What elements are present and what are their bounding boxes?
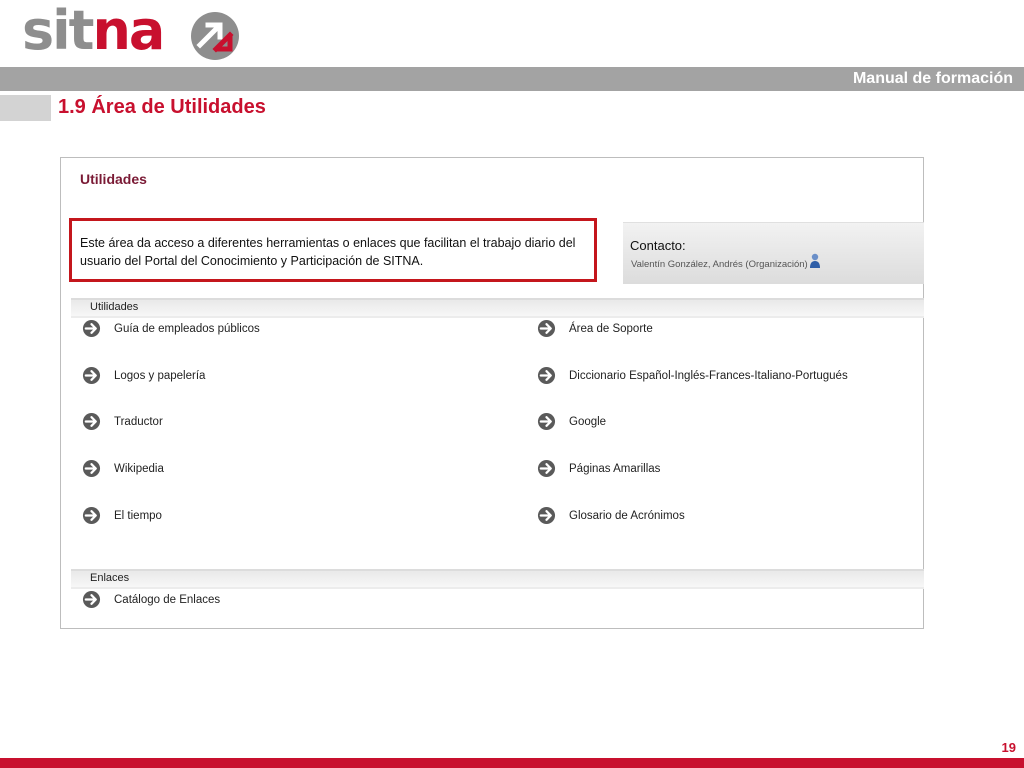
- logo-arrows-icon: [190, 11, 240, 61]
- link-label: Catálogo de Enlaces: [114, 593, 221, 606]
- arrow-right-icon: [82, 459, 101, 478]
- enlaces-section-header: [71, 569, 924, 589]
- link-google[interactable]: [537, 412, 606, 431]
- link-wikipedia[interactable]: [82, 459, 164, 478]
- link-diccionario[interactable]: [537, 366, 848, 385]
- link-label: Wikipedia: [114, 462, 164, 475]
- logo-text-na: na: [92, 0, 164, 62]
- link-label: Logos y papelería: [114, 369, 206, 382]
- link-label: Google: [569, 415, 607, 428]
- arrow-right-icon: [537, 412, 556, 431]
- arrow-right-icon: [537, 319, 556, 338]
- utilidades-title: Utilidades: [80, 171, 147, 187]
- arrow-right-icon: [82, 366, 101, 385]
- link-guia-empleados[interactable]: [82, 319, 260, 338]
- link-label: El tiempo: [114, 509, 162, 522]
- manual-label: Manual de formación: [852, 70, 1013, 87]
- description-text: Este área da acceso a diferentes herramientas o enlaces que facilitan el trabajo diario del usuario del Portal del Conocimiento y Participación de SITNA.: [80, 236, 576, 268]
- contact-label: Contacto:: [630, 238, 686, 253]
- arrow-right-icon: [82, 319, 101, 338]
- page-title: 1.9 Área de Utilidades: [58, 96, 266, 118]
- link-area-soporte[interactable]: [537, 319, 653, 338]
- link-label: Traductor: [114, 415, 163, 428]
- link-el-tiempo[interactable]: [82, 506, 162, 525]
- logo-text-sit: sit: [22, 0, 93, 62]
- enlaces-section-label: Enlaces: [90, 572, 130, 584]
- link-label: Glosario de Acrónimos: [569, 509, 685, 522]
- arrow-right-icon: [537, 366, 556, 385]
- arrow-right-icon: [82, 590, 101, 609]
- link-paginas-amarillas[interactable]: [537, 459, 660, 478]
- footer-bar: [0, 758, 1024, 768]
- link-label: Páginas Amarillas: [569, 462, 661, 475]
- header-bar: [0, 67, 1024, 91]
- link-traductor[interactable]: [82, 412, 163, 431]
- link-label: Guía de empleados públicos: [114, 322, 260, 335]
- contact-panel: [623, 222, 924, 284]
- link-logos-papeleria[interactable]: [82, 366, 205, 385]
- sitna-logo: [22, 0, 242, 62]
- utilidades-section-label: Utilidades: [90, 301, 139, 313]
- arrow-right-icon: [537, 459, 556, 478]
- person-icon[interactable]: [809, 253, 821, 269]
- arrow-right-icon: [82, 412, 101, 431]
- link-catalogo-enlaces[interactable]: [82, 590, 220, 609]
- link-label: Diccionario Español-Inglés-Frances-Italiano-Portugués: [569, 369, 848, 382]
- title-tab-decoration: [0, 95, 51, 121]
- description-highlight-box: [69, 218, 597, 282]
- link-label: Área de Soporte: [569, 322, 653, 335]
- utilidades-section-header: [71, 298, 924, 318]
- page-number: 19: [1001, 740, 1016, 755]
- contact-name-link[interactable]: Valentín González, Andrés (Organización): [631, 259, 808, 270]
- arrow-right-icon: [537, 506, 556, 525]
- utilidades-screenshot: [60, 157, 924, 629]
- arrow-right-icon: [82, 506, 101, 525]
- link-glosario-acronimos[interactable]: [537, 506, 685, 525]
